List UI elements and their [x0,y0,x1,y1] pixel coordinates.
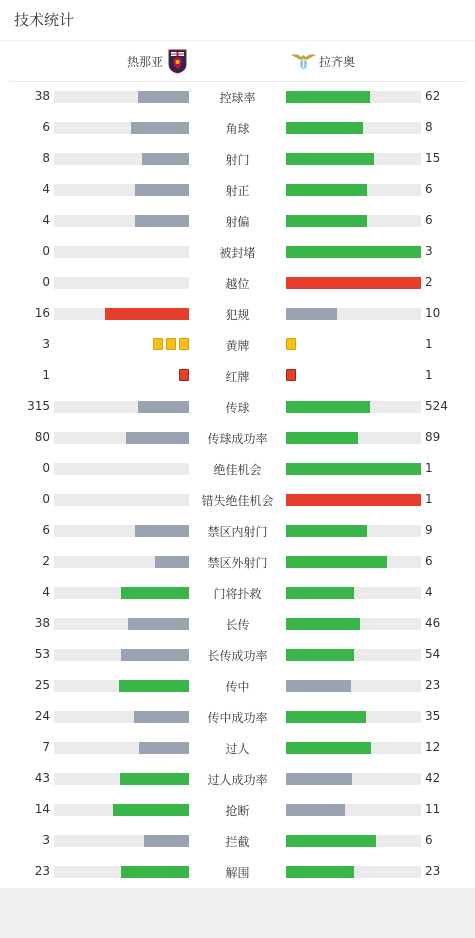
home-stat-value: 23 [34,864,50,878]
stat-row [0,546,475,577]
away-cards [286,338,296,351]
stat-row [0,329,475,360]
stat-label: 射偏 [225,215,250,229]
away-stat-bar [286,463,421,475]
home-stat-bar [135,215,189,227]
away-stat-bar [286,618,360,630]
home-stat-bar-track [54,804,189,816]
stat-row [0,763,475,794]
home-stat-bar [121,649,189,661]
away-stat-value: 524 [425,399,448,413]
red-card-icon [179,369,189,381]
away-stat-bar [286,494,421,506]
away-stat-bar [286,649,354,661]
away-stat-bar [286,277,421,289]
home-team-name: 热那亚 [126,55,163,69]
away-stat-bar-track [286,680,421,692]
away-stat-bar-track [286,835,421,847]
stat-row [0,670,475,701]
away-stat-bar-track [286,277,421,289]
away-stat-bar-track [286,91,421,103]
stat-row [0,236,475,267]
away-stat-bar-track [286,246,421,258]
home-stat-value: 38 [34,89,50,103]
home-stat-bar-track [54,122,189,134]
away-stat-bar-track [286,556,421,568]
stat-row [0,174,475,205]
away-stat-value: 46 [425,616,441,630]
home-stat-bar [105,308,189,320]
red-card-icon [286,369,296,381]
home-stat-bar-track [54,184,189,196]
away-stat-bar [286,525,367,537]
away-stat-value: 9 [425,523,433,537]
stat-label: 控球率 [219,91,256,105]
away-stat-value: 1 [425,337,433,351]
home-stat-bar [155,556,189,568]
stat-row [0,794,475,825]
away-stat-bar-track [286,525,421,537]
home-stat-bar-track [54,91,189,103]
away-stat-value: 1 [425,492,433,506]
home-stat-bar-track [54,587,189,599]
stat-label: 射正 [225,184,250,198]
stat-row [0,143,475,174]
stat-label: 犯规 [225,308,250,322]
home-stat-bar [138,91,189,103]
stat-label: 传中成功率 [207,711,268,725]
away-stat-bar [286,308,337,320]
away-stat-value: 6 [425,554,433,568]
stat-row [0,453,475,484]
stat-label: 错失绝佳机会 [201,494,274,508]
stat-row [0,205,475,236]
away-stat-value: 23 [425,678,441,692]
yellow-card-icon [286,338,296,350]
home-stat-bar-track [54,680,189,692]
stat-label: 射门 [225,153,250,167]
home-stat-bar-track [54,153,189,165]
home-stat-bar [128,618,189,630]
home-stat-value: 4 [42,585,50,599]
stat-row [0,639,475,670]
away-stat-bar [286,835,376,847]
stat-row [0,267,475,298]
home-stat-bar-track [54,618,189,630]
away-stat-value: 6 [425,213,433,227]
away-stat-value: 12 [425,740,441,754]
home-stat-bar-track [54,246,189,258]
home-stat-value: 4 [42,182,50,196]
stat-label: 红牌 [225,370,250,384]
stat-label: 解围 [225,866,250,880]
away-stat-bar [286,432,358,444]
away-stat-bar-track [286,804,421,816]
home-stat-value: 4 [42,213,50,227]
home-stat-bar [134,711,189,723]
home-stat-value: 0 [42,461,50,475]
away-stat-value: 1 [425,461,433,475]
home-stat-value: 7 [42,740,50,754]
away-stat-bar-track [286,463,421,475]
away-stat-bar [286,246,421,258]
away-stat-bar-track [286,308,421,320]
away-stat-bar-track [286,742,421,754]
away-stat-bar [286,804,345,816]
home-stat-bar-track [54,649,189,661]
home-stat-bar [131,122,189,134]
away-stat-bar [286,742,371,754]
home-stat-value: 53 [34,647,50,661]
away-stat-value: 6 [425,833,433,847]
home-stat-bar-track [54,215,189,227]
stat-label: 拦截 [225,835,250,849]
home-stat-value: 315 [27,399,50,413]
stat-label: 角球 [225,122,250,136]
home-stat-bar [113,804,189,816]
home-stat-bar [139,742,189,754]
home-stat-bar [119,680,189,692]
home-stat-value: 6 [42,120,50,134]
away-stat-bar-track [286,649,421,661]
away-stat-value: 42 [425,771,441,785]
home-stat-bar-track [54,277,189,289]
home-stat-bar-track [54,556,189,568]
stat-label: 越位 [225,277,250,291]
home-stat-bar-track [54,742,189,754]
away-cards [286,369,296,382]
home-stat-bar [120,773,189,785]
home-stat-value: 24 [34,709,50,723]
away-stat-bar [286,153,374,165]
stat-label: 长传成功率 [207,649,268,663]
stat-row [0,701,475,732]
home-stat-bar-track [54,866,189,878]
home-stat-value: 0 [42,244,50,258]
yellow-card-icon [179,338,189,350]
home-stat-bar-track [54,463,189,475]
home-stat-value: 6 [42,523,50,537]
stat-row [0,732,475,763]
away-stat-bar [286,215,367,227]
away-stat-value: 4 [425,585,433,599]
section-title: 技术统计 [0,0,475,41]
stat-row [0,577,475,608]
away-stat-bar-track [286,866,421,878]
away-stat-value: 6 [425,182,433,196]
away-stat-bar-track [286,432,421,444]
away-stat-bar-track [286,401,421,413]
home-stat-bar [121,866,189,878]
stat-label: 长传 [225,618,250,632]
yellow-card-icon [153,338,163,350]
away-stat-value: 11 [425,802,441,816]
home-stat-value: 16 [34,306,50,320]
away-team-name: 拉齐奥 [319,55,356,69]
away-stat-value: 15 [425,151,441,165]
home-cards [153,338,189,351]
away-stat-bar-track [286,184,421,196]
away-stat-value: 89 [425,430,441,444]
away-stat-value: 35 [425,709,441,723]
away-stat-bar [286,773,352,785]
home-stat-value: 38 [34,616,50,630]
teams-header [9,41,466,82]
away-stat-value: 10 [425,306,441,320]
away-stat-bar-track [286,494,421,506]
stat-row [0,112,475,143]
away-stat-bar [286,556,387,568]
home-stat-value: 25 [34,678,50,692]
stat-row [0,515,475,546]
stat-label: 传中 [225,680,250,694]
away-stat-bar [286,711,366,723]
stat-label: 禁区外射门 [207,556,268,570]
stat-label: 传球成功率 [207,432,268,446]
home-stat-bar-track [54,835,189,847]
home-stat-value: 0 [42,275,50,289]
away-stat-bar [286,866,354,878]
away-stat-bar-track [286,618,421,630]
away-stat-bar-track [286,122,421,134]
away-stat-bar [286,680,351,692]
home-stat-bar-track [54,773,189,785]
home-stat-bar-track [54,494,189,506]
home-stat-bar-track [54,401,189,413]
home-stat-value: 3 [42,337,50,351]
stat-row [0,422,475,453]
home-stat-bar [121,587,189,599]
away-stat-value: 3 [425,244,433,258]
stat-label: 禁区内射门 [207,525,268,539]
stat-row [0,484,475,515]
stat-row [0,608,475,639]
home-stat-value: 0 [42,492,50,506]
stat-label: 过人 [225,742,250,756]
away-stat-bar-track [286,587,421,599]
home-stat-bar [135,184,189,196]
away-stat-bar [286,91,370,103]
home-cards [179,369,189,382]
yellow-card-icon [166,338,176,350]
away-stat-value: 1 [425,368,433,382]
away-stat-bar [286,587,354,599]
stat-label: 被封堵 [219,246,256,260]
stat-label: 过人成功率 [207,773,268,787]
home-stat-value: 1 [42,368,50,382]
home-stat-bar [135,525,189,537]
home-stat-value: 43 [34,771,50,785]
home-stat-bar [126,432,189,444]
home-stat-bar-track [54,711,189,723]
home-stat-bar [144,835,189,847]
stat-row [0,856,475,887]
home-stat-bar [142,153,189,165]
home-stat-bar-track [54,525,189,537]
stat-label: 门将扑救 [213,587,262,601]
stat-row [0,360,475,391]
away-stat-bar-track [286,711,421,723]
home-stat-value: 2 [42,554,50,568]
stats-list [0,81,475,887]
away-stat-bar [286,122,363,134]
stat-row [0,298,475,329]
stat-label: 传球 [225,401,250,415]
away-stat-bar-track [286,215,421,227]
home-stat-bar-track [54,308,189,320]
away-stat-value: 54 [425,647,441,661]
stat-label: 绝佳机会 [213,463,262,477]
home-stat-value: 8 [42,151,50,165]
away-stat-bar [286,401,370,413]
home-stat-value: 14 [34,802,50,816]
genoa-crest-icon [168,49,187,74]
lazio-eagle-icon [290,52,317,70]
home-stat-bar-track [54,432,189,444]
stat-row [0,81,475,112]
away-stat-bar-track [286,153,421,165]
away-stat-bar [286,184,367,196]
stat-label: 抢断 [225,804,250,818]
away-stat-value: 23 [425,864,441,878]
stat-label: 黄牌 [225,339,250,353]
away-stat-value: 62 [425,89,441,103]
away-stat-value: 2 [425,275,433,289]
home-stat-bar [138,401,189,413]
home-stat-value: 3 [42,833,50,847]
stat-row [0,391,475,422]
away-stat-value: 8 [425,120,433,134]
home-stat-value: 80 [34,430,50,444]
away-stat-bar-track [286,773,421,785]
stat-row [0,825,475,856]
